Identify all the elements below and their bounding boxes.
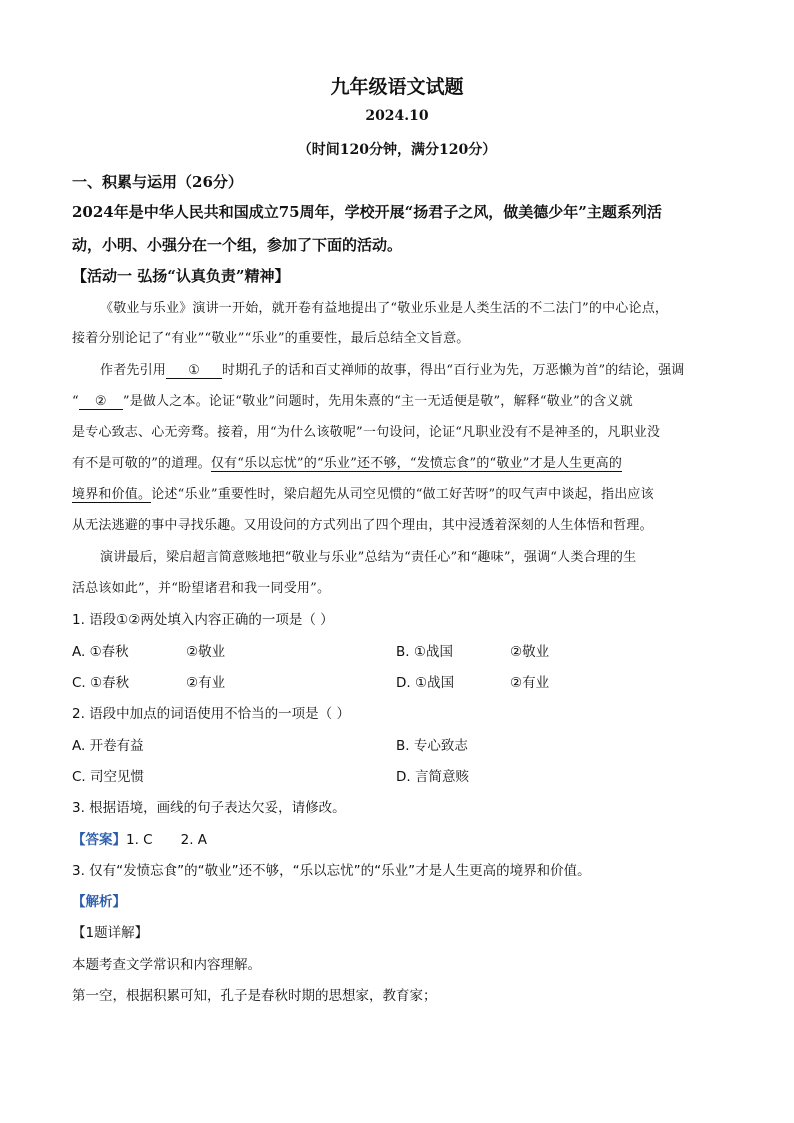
text-segment: 作者先引用 (100, 363, 167, 378)
passage-p2-line6: 从无法逃避的事中寻找乐趣。又用设问的方式列出了四个理由，其中浸透着深刻的人生体悟和哲理。 (72, 518, 653, 533)
blank-1: ① (166, 363, 222, 379)
activity-title: 【活动一 弘扬“认真负责”精神】 (72, 267, 290, 285)
q1-option-c-2: ②有业 (186, 675, 226, 691)
passage-p2-line4 (72, 452, 622, 471)
text-segment: 有不是可敬的”的道理。 (72, 456, 211, 471)
q1-option-c: C. ①春秋 (72, 675, 130, 691)
passage-p1-line1: 《敬业与乐业》演讲一开始，就开卷有益地提出了“敬业乐业是人类生活的不二法门”的中心论点， (100, 301, 669, 316)
answer-q2: 2. A (180, 832, 208, 848)
q1-option-d: D. ①战国 (396, 675, 455, 691)
text-segment: ”是做人之本。论证“敬业”问题时，先用朱熹的“主一无适便是敬”，解释“敬业”的含义就 (122, 394, 633, 409)
question-2-stem: 2. 语段中加点的词语使用不恰当的一项是（ ） (72, 706, 350, 722)
q1-option-b-2: ②敬业 (510, 644, 550, 660)
time-info: （时间120分钟，满分120分） (297, 142, 497, 158)
passage-p2-line2 (72, 390, 633, 410)
q2-option-a: A. 开卷有益 (72, 738, 144, 754)
blank-2: ② (79, 394, 123, 410)
analysis-line-1: 本题考查文学常识和内容理解。 (72, 957, 261, 973)
q1-option-d-2: ②有业 (510, 675, 550, 691)
exam-date: 2024.10 (365, 108, 429, 124)
answer-q1: 1. C (126, 832, 153, 848)
analysis-line-2: 第一空，根据积累可知，孔子是春秋时期的思想家，教育家； (72, 988, 437, 1004)
passage-p3-line2: 活总该如此”，并“盼望诸君和我一同受用”。 (72, 581, 331, 596)
passage-p1-line2: 接着分别论记了“有业”“敬业”“乐业”的重要性，最后总结全文旨意。 (72, 331, 470, 346)
q1-option-b: B. ①战国 (396, 644, 453, 660)
analysis-q1-heading: 【1题详解】 (72, 925, 149, 941)
page-title: 九年级语文试题 (330, 76, 464, 98)
passage-p3-line1: 演讲最后，梁启超言简意赅地把“敬业与乐业”总结为“责任心”和“趣味”，强调“人类合理的生 (100, 550, 637, 565)
section-heading: 一、积累与运用（26分） (72, 173, 243, 191)
answer-q3: 3. 仅有“发愤忘食”的“敬业”还不够，“乐以忘忧”的“乐业”才是人生更高的境界和价值。 (72, 863, 591, 879)
answer-label: 【答案】 (72, 832, 126, 848)
intro-line-1: 2024年是中华人民共和国成立75周年，学校开展“扬君子之风，做美德少年”主题系列活 (72, 203, 662, 221)
q1-option-a-2: ②敬业 (186, 644, 226, 660)
question-1-stem: 1. 语段①②两处填入内容正确的一项是（ ） (72, 612, 334, 628)
passage-p2-line1 (100, 359, 685, 379)
intro-line-2: 动，小明、小强分在一个组，参加了下面的活动。 (72, 236, 403, 254)
question-3-stem: 3. 根据语境，画线的句子表达欠妥，请修改。 (72, 800, 346, 816)
q2-option-b: B. 专心致志 (396, 738, 468, 754)
passage-p2-line5 (72, 483, 654, 502)
passage-p2-line3: 是专心致志、心无旁骛。接着，用“为什么该敬呢”一句设问，论证“凡职业没有不是神圣的，凡职业没 (72, 425, 661, 440)
answer-line (72, 828, 207, 848)
text-segment: 时期孔子的话和百丈禅师的故事，得出“百行业为先，万恶懒为首”的结论，强调 (222, 363, 685, 378)
q2-option-d: D. 言简意赅 (396, 769, 469, 785)
q1-option-a: A. ①春秋 (72, 644, 129, 660)
underlined-sentence-end: 境界和价值。 (72, 487, 152, 502)
analysis-label: 【解析】 (72, 894, 126, 910)
underlined-sentence: 仅有“乐以忘忧”的“乐业”还不够，“发愤忘食”的“敬业”才是人生更高的 (210, 456, 623, 471)
text-segment: “ (72, 394, 79, 409)
q2-option-c: C. 司空见惯 (72, 769, 145, 785)
text-segment: 论述“乐业”重要性时，梁启超先从司空见惯的“做工好苦呀”的叹气声中谈起，指出应该 (151, 487, 654, 502)
